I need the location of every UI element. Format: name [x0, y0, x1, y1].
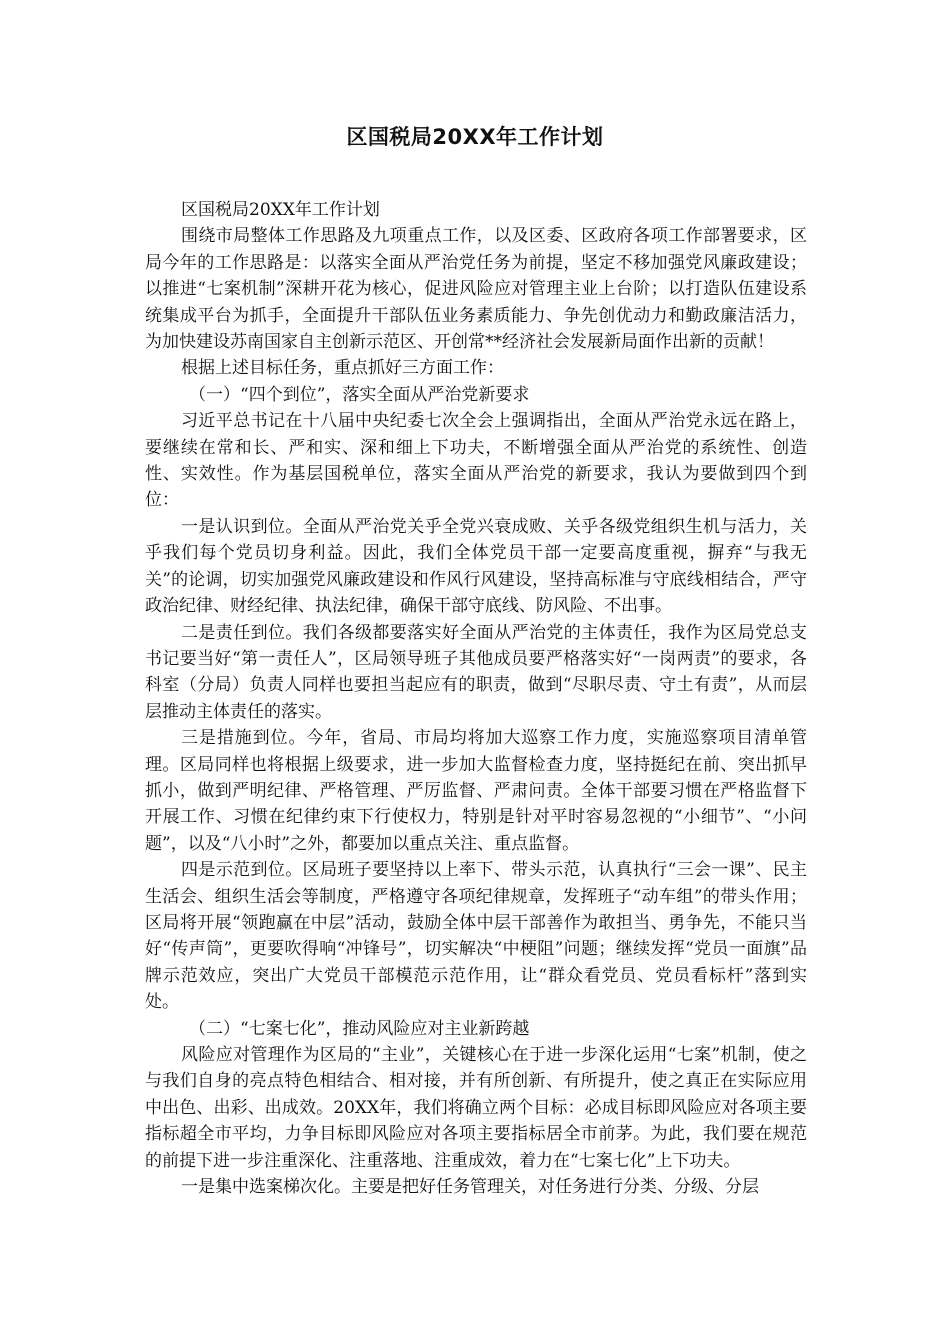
paragraph-responsibility: 二是责任到位。我们各级都要落实好全面从严治党的主体责任，我作为区局党总支书记要当好“第一责任人”，区局领导班子其他成员要严格落实好“一岗两责”的要求，各科室（分局）负责人同样也要担当起应有的职责，做到“尽职尽责、守土有责”，从而层层推动主体责任的落实。: [145, 622, 807, 722]
section-heading-1: （一）“四个到位”，落实全面从严治党新要求: [189, 384, 530, 405]
paragraph-measures: 三是措施到位。今年，省局、市局均将加大巡察工作力度，实施巡察项目清单管理。区局同样也将根据上级要求，进一步加大监督检查力度，坚持挺纪在前、突出抓早抓小，做到严明纪律、严格管理、严厉监督、严肃问责。全体干部要习惯在严格监督下开展工作、习惯在纪律约束下行使权力，特别是针对平时容易忽视的“小细节”、“小问题”，以及“八小时”之外，都要加以重点关注、重点监督。: [145, 728, 807, 854]
section-heading-2: （二）“七案七化”，推动风险应对主业新跨越: [189, 1018, 530, 1039]
paragraph-demonstration: 四是示范到位。区局班子要坚持以上率下、带头示范，认真执行“三会一课”、民主生活会、组织生活会等制度，严格遵守各项纪律规章，发挥班子“动车组”的带头作用；区局将开展“领跑赢在中层”活动，鼓励全体中层干部善作为敢担当、勇争先，不能只当好“传声筒”，更要吹得响“冲锋号”，切实解决“中梗阻”问题；继续发挥“党员一面旗”品牌示范效应，突出广大党员干部模范示范作用，让“群众看党员、党员看标杆”落到实处。: [145, 860, 807, 1013]
document-subtitle-line: 区国税局20XX年工作计划: [181, 200, 380, 220]
paragraph-work-approach: 围绕市局整体工作思路及九项重点工作，以及区委、区政府各项工作部署要求，区局今年的工作思路是：以落实全面从严治党任务为前提，坚定不移加强党风廉政建设；以推进“七案机制”深耕开花为核心，促进风险应对管理主业上台阶；以打造队伍建设系统集成平台为抓手，全面提升干部队伍业务素质能力、争先创优动力和勤政廉洁活力，为加快建设苏南国家自主创新示范区、开创常**经济社会发展新局面作出新的贡献！: [145, 226, 807, 353]
paragraph-party-discipline: 习近平总书记在十八届中央纪委七次全会上强调指出，全面从严治党永远在路上，要继续在常和长、严和实、深和细上下功夫，不断增强全面从严治党的系统性、创造性、实效性。作为基层国税单位，落实全面从严治党的新要求，我认为要做到四个到位：: [145, 411, 807, 511]
paragraph-case-selection: 一是集中选案梯次化。主要是把好任务管理关，对任务进行分类、分级、分层: [181, 1177, 759, 1198]
paragraph-risk-management: 风险应对管理作为区局的“主业”，关键核心在于进一步深化运用“七案”机制，使之与我们自身的亮点特色相结合、相对接，并有所创新、有所提升，使之真正在实际应用中出色、出彩、出成效。20XX年，我们将确立两个目标：必成目标即风险应对各项主要指标超全市平均，力争目标即风险应对各项主要指标居全市前茅。为此，我们要在规范的前提下进一步注重深化、注重落地、注重成效，着力在“七案七化”上下功夫。: [145, 1045, 807, 1171]
document-body: [145, 197, 807, 1200]
document-title: 区国税局20XX年工作计划: [346, 125, 604, 149]
paragraph-three-tasks: 根据上述目标任务，重点抓好三方面工作：: [181, 358, 504, 379]
paragraph-awareness: 一是认识到位。全面从严治党关乎全党兴衰成败、关乎各级党组织生机与活力，关乎我们每个党员切身利益。因此，我们全体党员干部一定要高度重视，摒弃“与我无关”的论调，切实加强党风廉政建设和作风行风建设，坚持高标准与守底线相结合，严守政治纪律、财经纪律、执法纪律，确保干部守底线、防风险、不出事。: [145, 516, 807, 617]
